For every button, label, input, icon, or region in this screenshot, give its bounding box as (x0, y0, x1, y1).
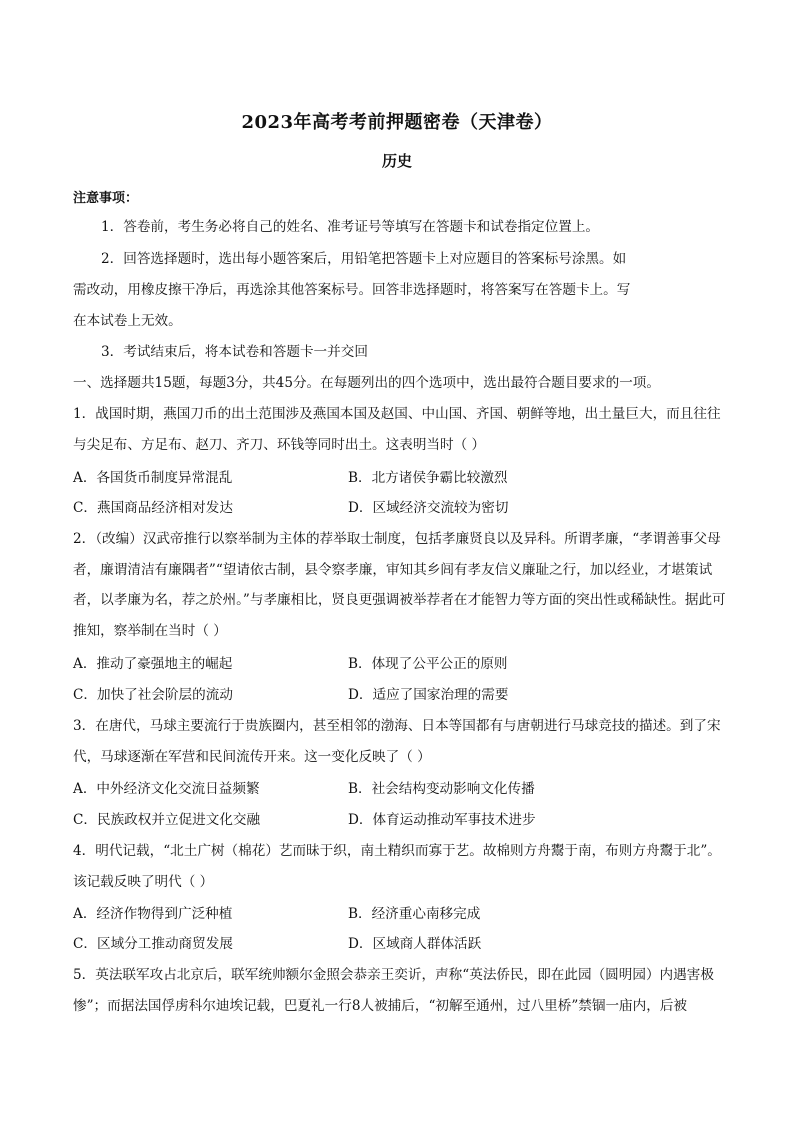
section-1-header: 一、选择题共15题，每题3分，共45分。在每题列出的四个选项中，选出最符合题目要求的一项。 (73, 375, 660, 391)
question-2-option-b[interactable]: B．体现了公平公正的原则 (348, 656, 508, 672)
notice-item-2-line-2: 需改动，用橡皮擦干净后，再选涂其他答案标号。回答非选择题时，将答案写在答题卡上。写 (73, 282, 631, 298)
question-5-stem: 5．英法联军攻占北京后，联军统帅额尔金照会恭亲王奕䜣，声称“英法侨民，即在此园（圆明园）内遇害极惨”；而据法国俘虏科尔迪埃记载，巴夏礼一行8人被捕后，“初解至通州，过八里桥”禁锢一庙内，后被 (73, 967, 714, 1014)
question-1-option-a[interactable]: A．各国货币制度异常混乱 (73, 470, 233, 486)
question-3-option-d[interactable]: D．体育运动推动军事技术进步 (348, 812, 536, 828)
notice-item-1: 1．答卷前，考生务必将自己的姓名、准考证号等填写在答题卡和试卷指定位置上。 (101, 219, 600, 235)
question-1-option-c[interactable]: C．燕国商品经济相对发达 (73, 500, 233, 516)
question-4-option-c[interactable]: C．区域分工推动商贸发展 (73, 936, 233, 952)
question-2-option-a[interactable]: A．推动了豪强地主的崛起 (73, 656, 233, 672)
notice-item-2-line-1: 2．回答选择题时，选出每小题答案后，用铅笔把答题卡上对应题目的答案标号涂黑。如 (101, 251, 627, 267)
notice-item-2-line-3: 在本试卷上无效。 (73, 313, 182, 329)
question-4-stem: 4．明代记载，“北土广树（棉花）艺而昧于织，南土精织而寡于艺。故棉则方舟鬻于南，布则方舟鬻于北”。该记载反映了明代（ ） (73, 843, 721, 890)
question-4-option-b[interactable]: B．经济重心南移完成 (348, 906, 481, 922)
question-3-option-c[interactable]: C．民族政权并立促进文化交融 (73, 812, 261, 828)
question-1-option-d[interactable]: D．区域经济交流较为密切 (348, 500, 509, 516)
question-3-option-b[interactable]: B．社会结构变动影响文化传播 (348, 781, 535, 797)
exam-subject: 历史 (381, 152, 412, 170)
question-2-stem: 2．（改编）汉武帝推行以察举制为主体的荐举取士制度，包括孝廉贤良以及异科。所谓孝廉，“孝谓善事父母者，廉谓清洁有廉隅者”“望请依古制，县令察孝廉，审知其乡闾有孝友信义廉耻之行，加以经业，才堪策试者，以孝廉为名，荐之於州。”与孝廉相比，贤良更强调被举荐者在才能智力等方面的突出性或稀缺性。据此可推知，察举制在当时（ ） (73, 531, 726, 639)
notice-heading: 注意事项： (73, 191, 139, 206)
question-2-option-c[interactable]: C．加快了社会阶层的流动 (73, 687, 233, 703)
question-3-option-a[interactable]: A．中外经济文化交流日益频繁 (73, 781, 260, 797)
question-1-option-b[interactable]: B．北方诸侯争霸比较激烈 (348, 470, 508, 486)
notice-item-3: 3．考试结束后，将本试卷和答题卡一并交回 (101, 344, 368, 360)
question-3-stem: 3．在唐代，马球主要流行于贵族圈内，甚至相邻的渤海、日本等国都有与唐朝进行马球竞技的描述。到了宋代，马球逐渐在军营和民间流传开来。这一变化反映了（ ） (73, 718, 721, 765)
question-2-option-d[interactable]: D．适应了国家治理的需要 (348, 687, 509, 703)
question-4-option-a[interactable]: A．经济作物得到广泛种植 (73, 906, 233, 922)
question-1-stem: 1．战国时期，燕国刀币的出土范围涉及燕国本国及赵国、中山国、齐国、朝鲜等地，出土量巨大，而且往往与尖足布、方足布、赵刀、齐刀、环钱等同时出土。这表明当时（ ） (73, 406, 721, 453)
exam-title: 2023年高考考前押题密卷（天津卷） (241, 112, 553, 133)
question-4-option-d[interactable]: D．区域商人群体活跃 (348, 936, 482, 952)
